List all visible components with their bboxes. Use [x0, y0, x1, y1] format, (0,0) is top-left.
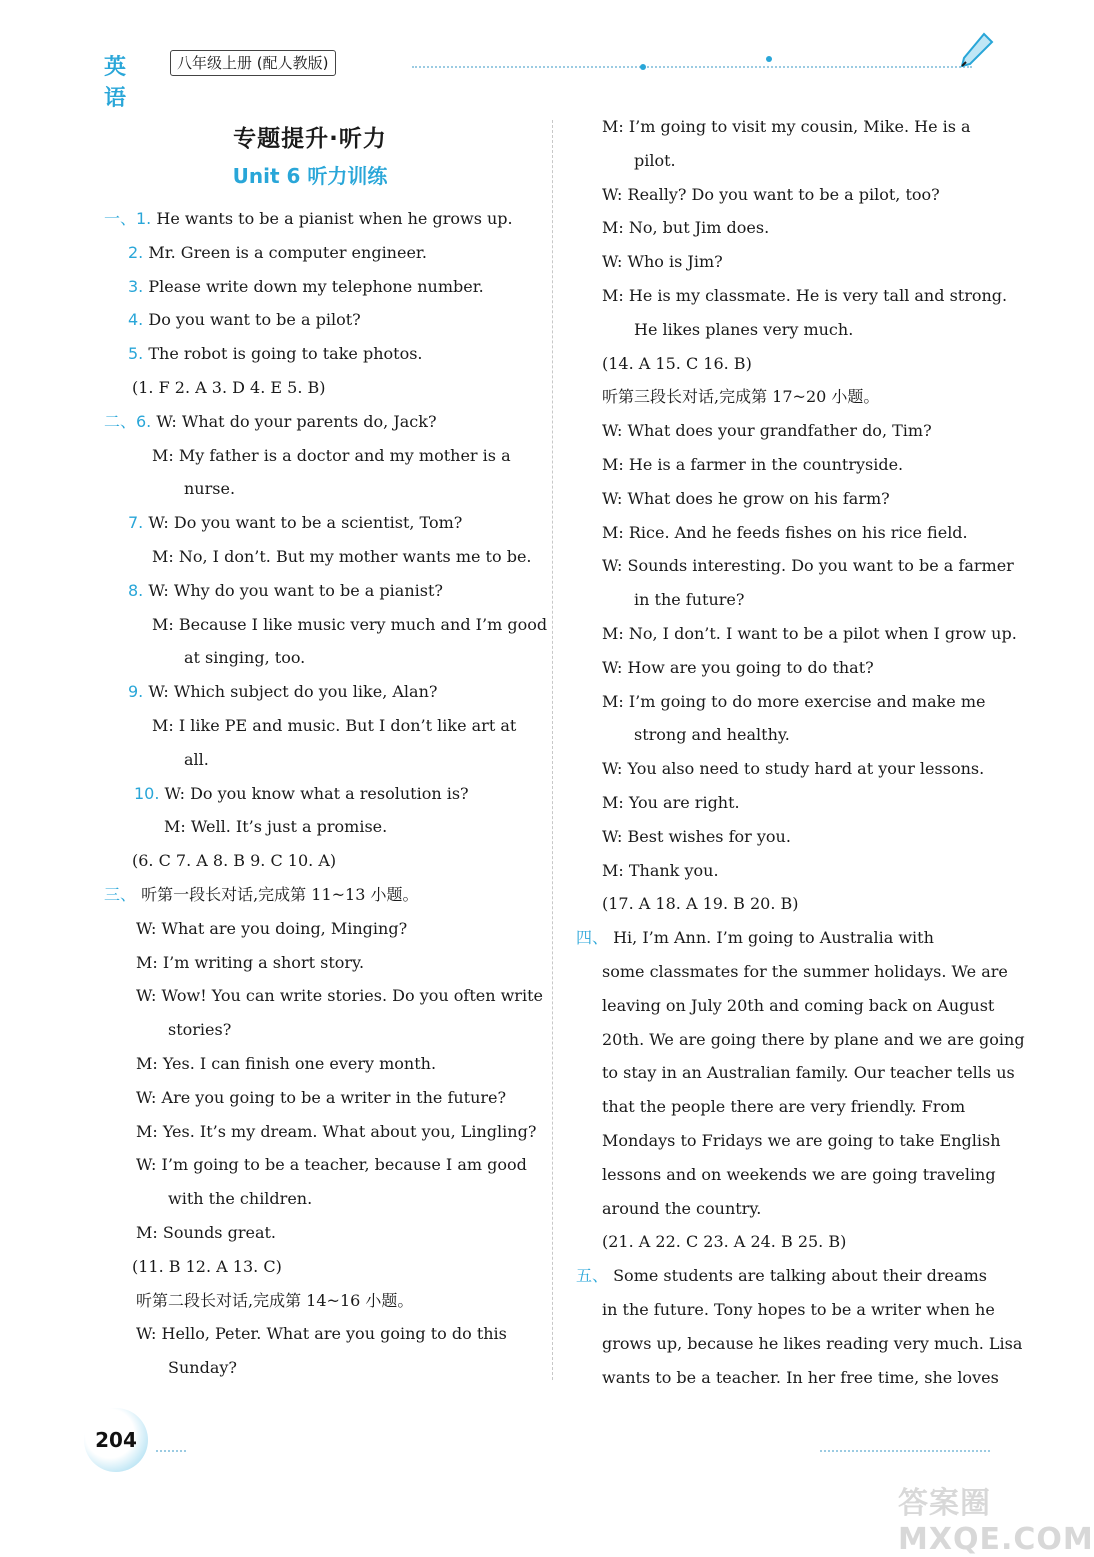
- text-line: [634, 725, 790, 745]
- line-text: M: Sounds great.: [136, 1223, 277, 1242]
- text-line: [136, 919, 407, 939]
- line-text: The robot is going to take photos.: [148, 344, 423, 364]
- text-line: [104, 412, 437, 432]
- line-text: Mr. Green is a computer engineer.: [148, 242, 427, 262]
- line-text: lessons and on weekends we are going traveling: [602, 1164, 996, 1184]
- item-number: 二、6.: [104, 411, 157, 431]
- line-text: W: Best wishes for you.: [602, 826, 791, 846]
- line-text: Please write down my telephone number.: [148, 276, 484, 296]
- text-line: [602, 658, 874, 678]
- text-line: [168, 1189, 312, 1209]
- item-number: 2.: [128, 242, 149, 262]
- text-line: [136, 986, 543, 1006]
- text-line: [132, 851, 336, 871]
- line-text: Do you want to be a pilot?: [148, 310, 361, 330]
- line-text: (11. B 12. A 13. C): [132, 1256, 282, 1276]
- line-text: M: No, but Jim does.: [602, 218, 770, 238]
- header-dot: [766, 56, 772, 62]
- line-text: 听第一段长对话,完成第 11~13 小题。: [141, 885, 419, 904]
- text-line: [128, 513, 462, 533]
- text-line: [602, 624, 1017, 644]
- text-line: [136, 1324, 507, 1344]
- item-number: 3.: [128, 276, 149, 296]
- text-line: [602, 489, 890, 509]
- text-line: [602, 117, 971, 137]
- line-text: wants to be a teacher. In her free time, she loves: [602, 1367, 999, 1387]
- line-text: nurse.: [184, 479, 236, 499]
- line-text: leaving on July 20th and coming back on August: [602, 995, 995, 1015]
- grade-label: 八年级上册: [177, 54, 253, 72]
- text-line: [602, 894, 799, 914]
- text-line: [602, 185, 940, 205]
- line-text: W: Which subject do you like, Alan?: [148, 682, 438, 702]
- line-text: M: No, I don’t. But my mother wants me to be.: [152, 547, 532, 566]
- text-line: [168, 1358, 237, 1378]
- line-text: M: Rice. And he feeds fishes on his rice field.: [602, 522, 968, 542]
- footer-dotted-line: [820, 1450, 990, 1452]
- text-line: [602, 218, 769, 238]
- line-text: (17. A 18. A 19. B 20. B): [602, 894, 799, 914]
- text-line: [634, 151, 676, 171]
- line-text: 听第三段长对话,完成第 17~20 小题。: [602, 387, 880, 407]
- text-line: [634, 590, 744, 610]
- text-line: [104, 885, 418, 905]
- line-text: He wants to be a pianist when he grows up.: [156, 209, 513, 228]
- line-text: M: My father is a doctor and my mother is a: [152, 445, 511, 465]
- line-text: M: He is my classmate. He is very tall and strong.: [602, 286, 1008, 305]
- item-number: 9.: [128, 682, 149, 702]
- text-line: [184, 648, 305, 668]
- text-line: [602, 1063, 1015, 1083]
- text-line: [602, 861, 719, 881]
- line-text: M: Yes. It’s my dream. What about you, Lingling?: [136, 1121, 537, 1141]
- line-text: M: I’m writing a short story.: [136, 952, 365, 972]
- text-line: [184, 479, 235, 499]
- text-line: [128, 581, 443, 601]
- item-number: 10.: [134, 783, 165, 803]
- header-dot: [640, 64, 646, 70]
- line-text: in the future. Tony hopes to be a writer when he: [602, 1300, 995, 1319]
- line-text: W: Do you know what a resolution is?: [164, 783, 469, 803]
- line-text: to stay in an Australian family. Our teacher tells us: [602, 1063, 1015, 1083]
- line-text: W: What does your grandfather do, Tim?: [602, 421, 932, 441]
- text-line: [152, 716, 516, 736]
- line-text: Sunday?: [168, 1358, 237, 1378]
- line-text: M: I’m going to do more exercise and make me: [602, 691, 986, 711]
- text-line: [602, 1131, 1001, 1151]
- text-line: [136, 1291, 413, 1311]
- text-line: [602, 759, 984, 779]
- book-info-box: [170, 50, 336, 76]
- text-line: [602, 387, 879, 407]
- line-text: stories?: [168, 1020, 232, 1040]
- line-text: pilot.: [634, 150, 676, 170]
- line-text: Some students are talking about their dreams: [613, 1266, 987, 1286]
- text-line: [602, 996, 994, 1016]
- text-line: [576, 1266, 987, 1286]
- edition-label: (配人教版): [256, 54, 329, 72]
- text-line: [136, 1155, 527, 1175]
- line-text: M: Because I like music very much and I’m good: [152, 614, 548, 634]
- line-text: M: I like PE and music. But I don’t like art at: [152, 716, 517, 735]
- line-text: W: What does he grow on his farm?: [602, 488, 890, 508]
- line-text: M: You are right.: [602, 793, 740, 812]
- line-text: M: Well. It’s just a promise.: [164, 817, 388, 837]
- line-text: (21. A 22. C 23. A 24. B 25. B): [602, 1232, 847, 1252]
- line-text: W: Wow! You can write stories. Do you often write: [136, 986, 543, 1006]
- text-line: [602, 827, 791, 847]
- text-line: [602, 1368, 999, 1388]
- line-text: W: Do you want to be a scientist, Tom?: [148, 513, 463, 533]
- item-number: 五、: [576, 1266, 614, 1286]
- text-line: [168, 1020, 231, 1040]
- text-line: [184, 750, 209, 770]
- line-text: M: He is a farmer in the countryside.: [602, 455, 904, 474]
- subject-label: 英语: [104, 55, 129, 111]
- text-line: [602, 1097, 965, 1117]
- text-line: [602, 1334, 1022, 1354]
- text-line: [128, 277, 484, 297]
- line-text: some classmates for the summer holidays. We are: [602, 962, 1008, 981]
- section-title: 专题提升·听力: [233, 126, 387, 152]
- text-line: [602, 1199, 761, 1219]
- line-text: all.: [184, 749, 209, 769]
- line-text: W: Sounds interesting. Do you want to be a farmer: [602, 556, 1014, 576]
- text-line: [602, 793, 740, 813]
- text-line: [602, 455, 903, 475]
- text-line: [164, 817, 387, 837]
- line-text: W: Why do you want to be a pianist?: [148, 580, 443, 600]
- line-text: W: What do your parents do, Jack?: [156, 411, 437, 431]
- page-number: 204: [84, 1408, 148, 1472]
- text-line: [132, 378, 326, 398]
- text-line: [136, 1223, 276, 1243]
- line-text: (1. F 2. A 3. D 4. E 5. B): [132, 378, 326, 397]
- text-line: [602, 692, 986, 712]
- text-line: [136, 1088, 506, 1108]
- text-line: [152, 547, 532, 567]
- pen-icon: [954, 30, 996, 72]
- item-number: 三、: [104, 885, 142, 904]
- text-line: [136, 1054, 436, 1074]
- item-number: 8.: [128, 580, 149, 600]
- line-text: M: I’m going to visit my cousin, Mike. He is a: [602, 117, 971, 136]
- line-text: W: You also need to study hard at your lessons.: [602, 759, 985, 779]
- text-line: [602, 1165, 996, 1185]
- line-text: W: Are you going to be a writer in the future?: [136, 1087, 507, 1107]
- text-line: [602, 962, 1008, 982]
- text-line: [128, 243, 427, 263]
- line-text: (14. A 15. C 16. B): [602, 353, 752, 373]
- line-text: W: Who is Jim?: [602, 252, 723, 272]
- text-line: [576, 928, 934, 948]
- footer-dotted-line: [156, 1450, 186, 1452]
- item-number: 四、: [576, 928, 614, 948]
- watermark: 答案圈 MXQE.COM: [898, 1486, 1094, 1557]
- text-line: [602, 556, 1014, 576]
- column-divider: [552, 120, 553, 1380]
- line-text: M: Yes. I can finish one every month.: [136, 1054, 437, 1073]
- line-text: (6. C 7. A 8. B 9. C 10. A): [132, 851, 337, 871]
- text-line: [602, 421, 932, 441]
- line-text: strong and healthy.: [634, 725, 790, 745]
- line-text: in the future?: [634, 590, 745, 610]
- item-number: 7.: [128, 513, 149, 533]
- line-text: that the people there are very friendly. From: [602, 1097, 966, 1117]
- line-text: W: Hello, Peter. What are you going to do this: [136, 1324, 507, 1344]
- text-line: [602, 252, 723, 272]
- line-text: grows up, because he likes reading very much. Lisa: [602, 1333, 1023, 1353]
- text-line: [136, 1122, 536, 1142]
- line-text: M: No, I don’t. I want to be a pilot when I grow up.: [602, 624, 1017, 643]
- header-dotted-line: [412, 66, 972, 68]
- line-text: at singing, too.: [184, 648, 306, 668]
- item-number: 4.: [128, 310, 149, 330]
- text-line: [134, 784, 469, 804]
- text-line: [152, 615, 547, 635]
- line-text: M: Thank you.: [602, 860, 719, 880]
- line-text: with the children.: [168, 1189, 313, 1209]
- text-line: [602, 523, 968, 543]
- text-line: [602, 1030, 1025, 1050]
- line-text: 20th. We are going there by plane and we are going: [602, 1029, 1025, 1049]
- text-line: [128, 310, 361, 330]
- line-text: Hi, I’m Ann. I’m going to Australia with: [613, 928, 934, 948]
- item-number: 5.: [128, 344, 149, 364]
- text-line: [104, 209, 513, 229]
- text-line: [634, 320, 853, 340]
- line-text: W: I’m going to be a teacher, because I am good: [136, 1155, 527, 1175]
- line-text: W: Really? Do you want to be a pilot, too?: [602, 184, 940, 204]
- text-line: [136, 953, 364, 973]
- text-line: [128, 682, 437, 702]
- text-line: [602, 1300, 995, 1320]
- text-line: [152, 446, 511, 466]
- text-line: [132, 1257, 282, 1277]
- line-text: W: What are you doing, Minging?: [136, 918, 408, 938]
- text-line: [602, 1232, 846, 1252]
- line-text: around the country.: [602, 1198, 762, 1218]
- line-text: He likes planes very much.: [634, 319, 854, 339]
- line-text: Mondays to Fridays we are going to take English: [602, 1131, 1001, 1150]
- line-text: W: How are you going to do that?: [602, 657, 874, 677]
- line-text: 听第二段长对话,完成第 14~16 小题。: [136, 1290, 414, 1310]
- text-line: [602, 354, 752, 374]
- text-line: [602, 286, 1007, 306]
- text-line: [128, 344, 423, 364]
- unit-title: Unit 6 听力训练: [232, 164, 388, 188]
- item-number: 一、1.: [104, 209, 157, 228]
